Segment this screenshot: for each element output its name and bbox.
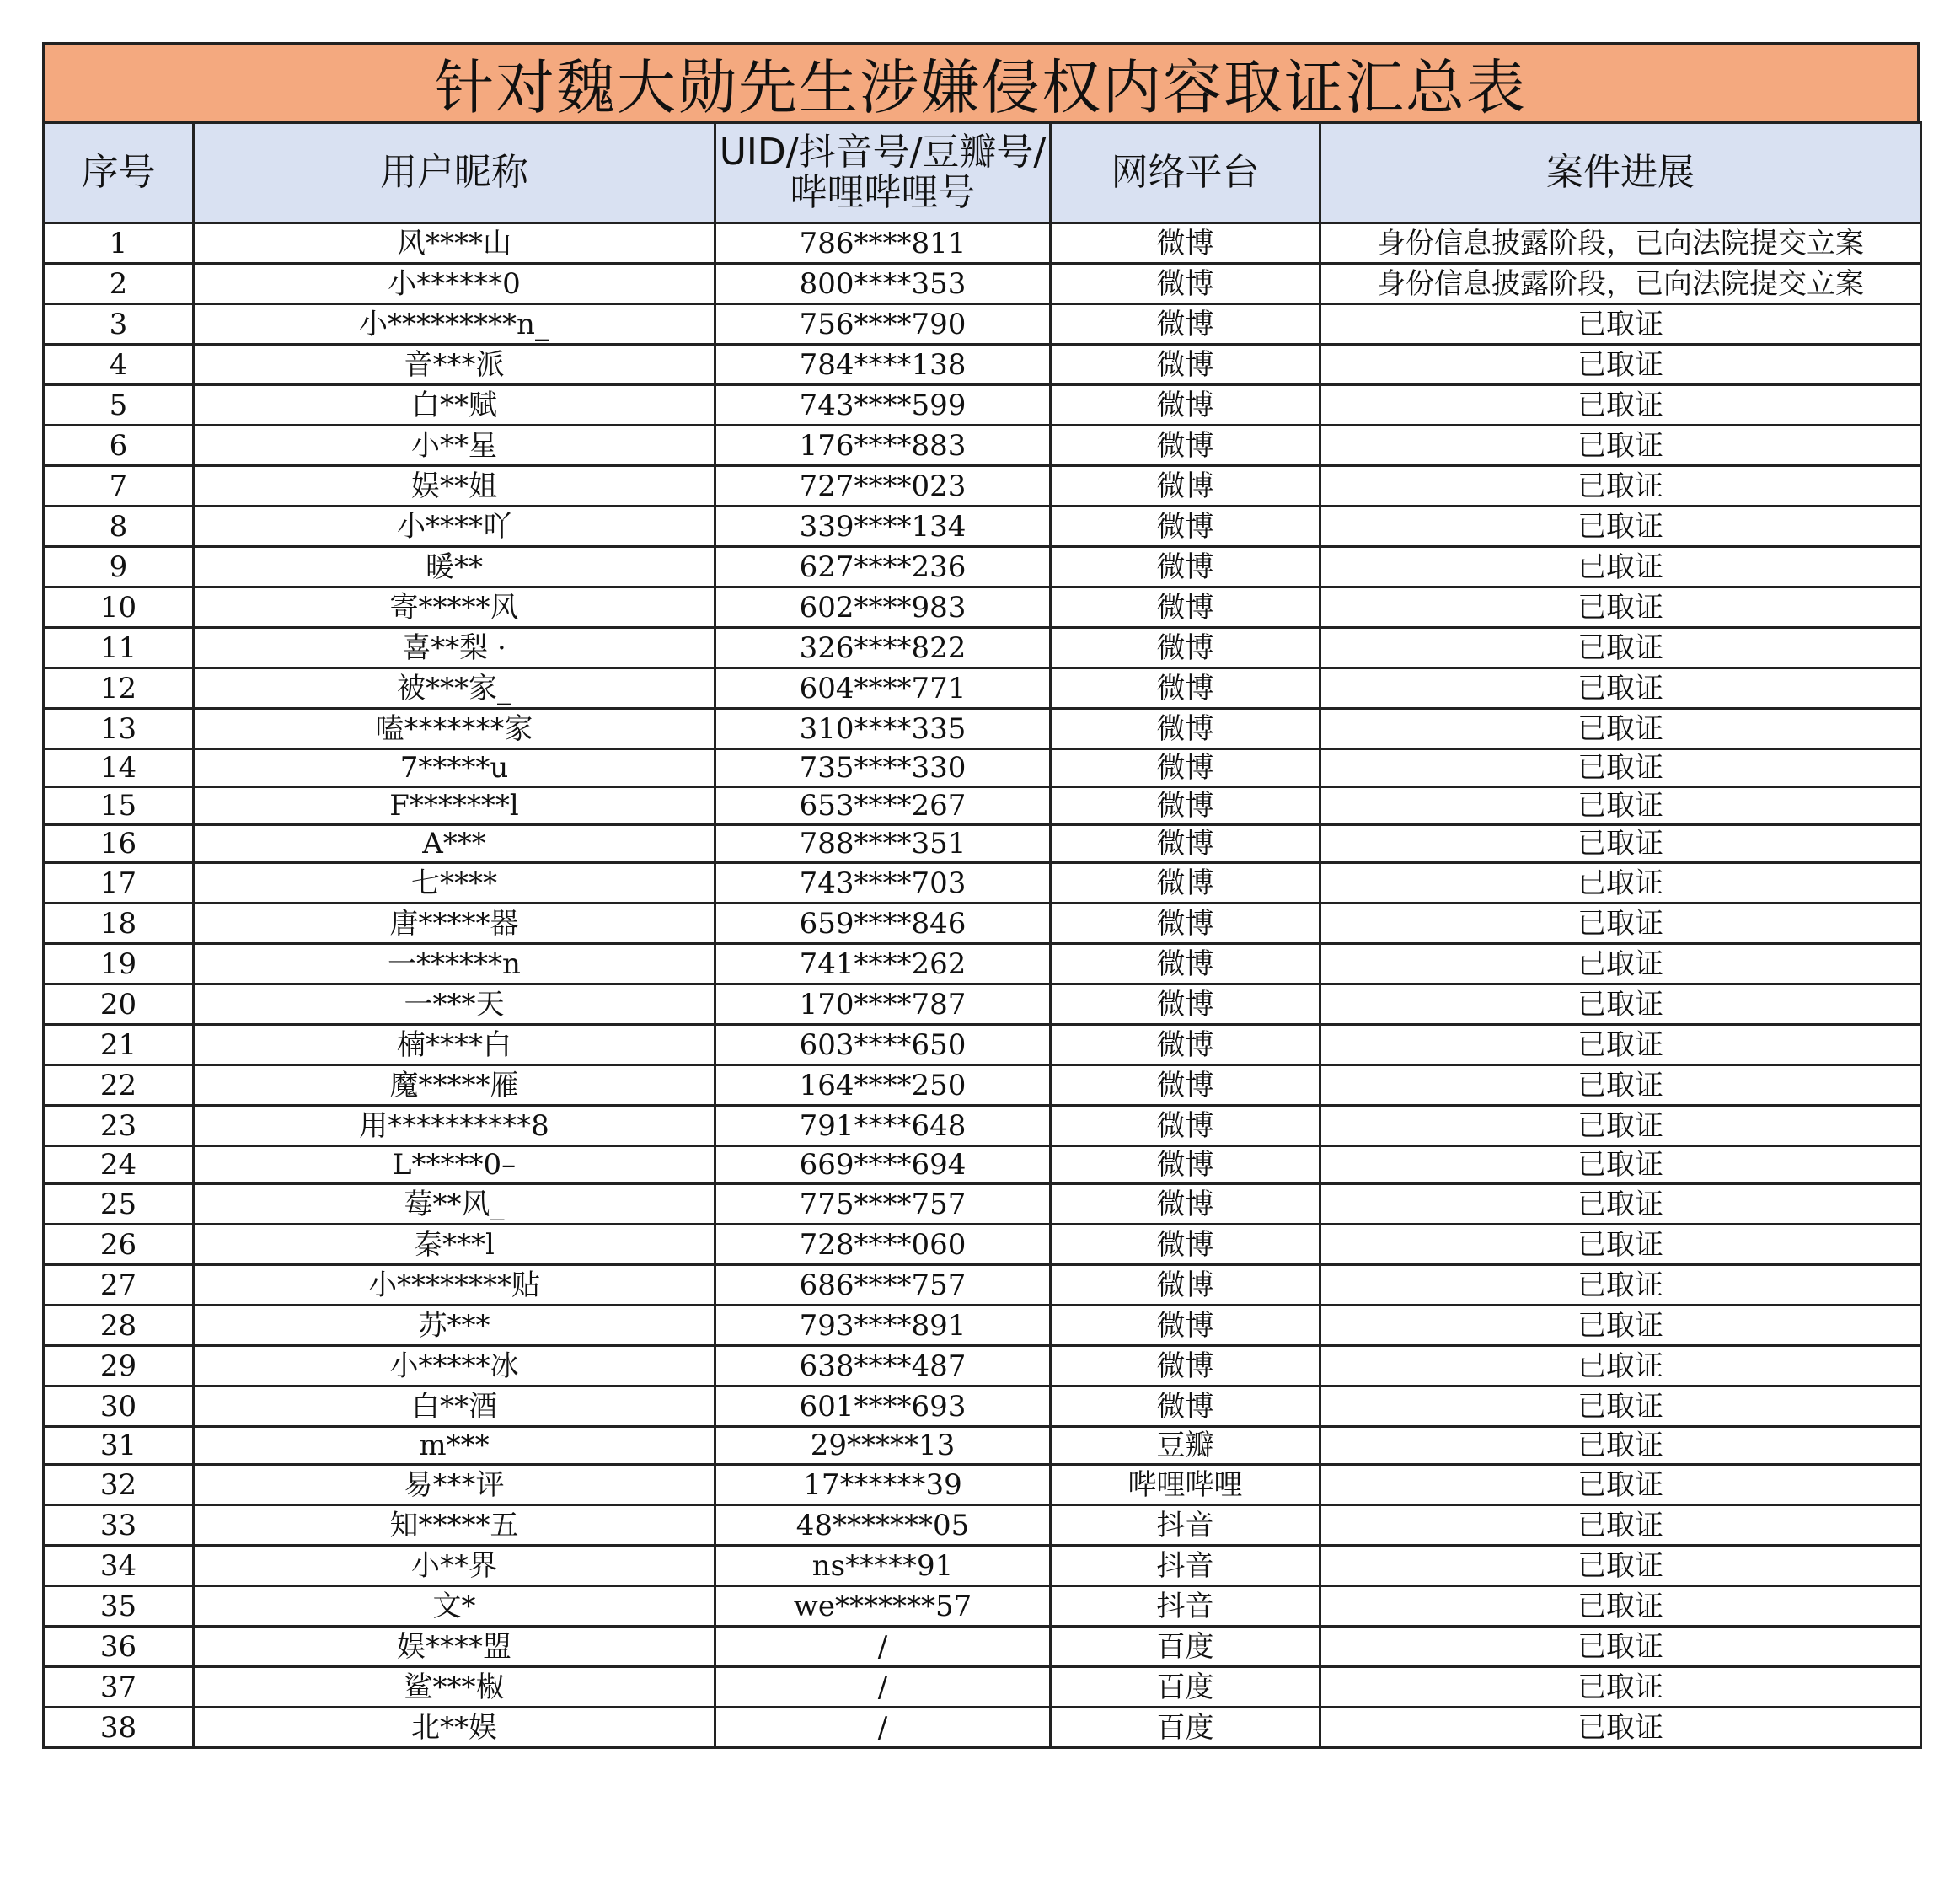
table-row — [44, 1386, 1921, 1427]
table-row — [44, 668, 1921, 709]
cell-uid: / — [715, 1627, 1051, 1667]
table-row — [44, 1427, 1921, 1465]
cell-no: 2 — [44, 264, 194, 304]
table-row — [44, 1505, 1921, 1546]
table-row — [44, 385, 1921, 426]
cell-uid: 728****060 — [715, 1225, 1051, 1265]
cell-no: 6 — [44, 426, 194, 466]
cell-uid: 791****648 — [715, 1106, 1051, 1146]
cell-no: 28 — [44, 1306, 194, 1346]
cell-platform: 微博 — [1051, 1386, 1320, 1427]
cell-nickname: 嗑*******家 — [194, 709, 715, 749]
cell-no: 29 — [44, 1346, 194, 1386]
cell-no: 17 — [44, 863, 194, 904]
cell-platform: 微博 — [1051, 749, 1320, 787]
cell-progress: 已取证 — [1320, 507, 1921, 547]
cell-progress: 已取证 — [1320, 1306, 1921, 1346]
cell-progress: 已取证 — [1320, 1505, 1921, 1546]
cell-no: 24 — [44, 1146, 194, 1184]
cell-nickname: 音***派 — [194, 345, 715, 385]
cell-no: 33 — [44, 1505, 194, 1546]
cell-progress: 已取证 — [1320, 466, 1921, 507]
cell-platform: 微博 — [1051, 1184, 1320, 1225]
cell-nickname: A*** — [194, 825, 715, 863]
table-row — [44, 787, 1921, 825]
cell-nickname: 易***评 — [194, 1465, 715, 1505]
cell-uid: 310****335 — [715, 709, 1051, 749]
cell-nickname: m*** — [194, 1427, 715, 1465]
cell-platform: 微博 — [1051, 1106, 1320, 1146]
table-row — [44, 1708, 1921, 1748]
cell-platform: 微博 — [1051, 345, 1320, 385]
cell-no: 12 — [44, 668, 194, 709]
cell-uid: 603****650 — [715, 1025, 1051, 1065]
cell-progress: 已取证 — [1320, 1025, 1921, 1065]
cell-platform: 微博 — [1051, 466, 1320, 507]
cell-nickname: 小*********n_ — [194, 304, 715, 345]
cell-platform: 微博 — [1051, 223, 1320, 264]
cell-no: 16 — [44, 825, 194, 863]
cell-uid: 176****883 — [715, 426, 1051, 466]
evidence-summary-sheet — [42, 42, 1920, 1749]
cell-progress: 已取证 — [1320, 345, 1921, 385]
cell-uid: 727****023 — [715, 466, 1051, 507]
table-row — [44, 587, 1921, 628]
cell-uid: 627****236 — [715, 547, 1051, 587]
cell-progress: 已取证 — [1320, 749, 1921, 787]
cell-nickname: 知*****五 — [194, 1505, 715, 1546]
cell-no: 3 — [44, 304, 194, 345]
cell-progress: 已取证 — [1320, 1667, 1921, 1708]
cell-platform: 微博 — [1051, 628, 1320, 668]
cell-platform: 微博 — [1051, 426, 1320, 466]
cell-progress: 已取证 — [1320, 904, 1921, 944]
cell-progress: 已取证 — [1320, 1106, 1921, 1146]
cell-progress: 已取证 — [1320, 587, 1921, 628]
cell-progress: 已取证 — [1320, 668, 1921, 709]
cell-platform: 微博 — [1051, 1346, 1320, 1386]
cell-nickname: 文* — [194, 1586, 715, 1627]
cell-no: 31 — [44, 1427, 194, 1465]
cell-no: 13 — [44, 709, 194, 749]
cell-platform: 豆瓣 — [1051, 1427, 1320, 1465]
cell-nickname: 用**********8 — [194, 1106, 715, 1146]
cell-nickname: 喜**梨 · — [194, 628, 715, 668]
cell-platform: 微博 — [1051, 304, 1320, 345]
cell-progress: 已取证 — [1320, 1346, 1921, 1386]
table-row — [44, 984, 1921, 1025]
cell-platform: 抖音 — [1051, 1546, 1320, 1586]
header-no: 序号 — [44, 123, 194, 223]
cell-uid: 48*******05 — [715, 1505, 1051, 1546]
cell-uid: 170****787 — [715, 984, 1051, 1025]
cell-platform: 微博 — [1051, 1146, 1320, 1184]
cell-nickname: 一******n — [194, 944, 715, 984]
cell-progress: 已取证 — [1320, 984, 1921, 1025]
header-nickname: 用户昵称 — [194, 123, 715, 223]
cell-progress: 已取证 — [1320, 1465, 1921, 1505]
header-platform: 网络平台 — [1051, 123, 1320, 223]
cell-platform: 微博 — [1051, 587, 1320, 628]
table-row — [44, 1627, 1921, 1667]
cell-nickname: L*****0– — [194, 1146, 715, 1184]
cell-progress: 已取证 — [1320, 385, 1921, 426]
cell-no: 26 — [44, 1225, 194, 1265]
table-body — [44, 223, 1921, 1748]
cell-no: 9 — [44, 547, 194, 587]
cell-nickname: 小********贴 — [194, 1265, 715, 1306]
table-row — [44, 466, 1921, 507]
cell-no: 11 — [44, 628, 194, 668]
cell-platform: 微博 — [1051, 1306, 1320, 1346]
cell-progress: 已取证 — [1320, 547, 1921, 587]
cell-platform: 百度 — [1051, 1667, 1320, 1708]
cell-uid: 602****983 — [715, 587, 1051, 628]
table-row — [44, 264, 1921, 304]
cell-progress: 身份信息披露阶段，已向法院提交立案 — [1320, 223, 1921, 264]
cell-platform: 百度 — [1051, 1627, 1320, 1667]
cell-platform: 微博 — [1051, 944, 1320, 984]
table-row — [44, 944, 1921, 984]
cell-no: 5 — [44, 385, 194, 426]
table-row — [44, 749, 1921, 787]
cell-uid: we*******57 — [715, 1586, 1051, 1627]
cell-uid: 788****351 — [715, 825, 1051, 863]
cell-nickname: 小****吖 — [194, 507, 715, 547]
cell-no: 27 — [44, 1265, 194, 1306]
table-row — [44, 1667, 1921, 1708]
cell-platform: 百度 — [1051, 1708, 1320, 1748]
cell-no: 7 — [44, 466, 194, 507]
table-row — [44, 863, 1921, 904]
cell-uid: 164****250 — [715, 1065, 1051, 1106]
cell-platform: 抖音 — [1051, 1586, 1320, 1627]
cell-uid: / — [715, 1667, 1051, 1708]
cell-no: 8 — [44, 507, 194, 547]
cell-platform: 微博 — [1051, 787, 1320, 825]
cell-no: 21 — [44, 1025, 194, 1065]
cell-nickname: 唐*****器 — [194, 904, 715, 944]
cell-platform: 微博 — [1051, 668, 1320, 709]
cell-progress: 已取证 — [1320, 1586, 1921, 1627]
table-row — [44, 507, 1921, 547]
cell-progress: 已取证 — [1320, 1708, 1921, 1748]
cell-uid: 800****353 — [715, 264, 1051, 304]
table-row — [44, 709, 1921, 749]
table-row — [44, 304, 1921, 345]
cell-nickname: 秦***l — [194, 1225, 715, 1265]
cell-platform: 微博 — [1051, 507, 1320, 547]
table-row — [44, 1346, 1921, 1386]
table-row — [44, 1025, 1921, 1065]
cell-nickname: 被***家_ — [194, 668, 715, 709]
table-row — [44, 628, 1921, 668]
table-row — [44, 1465, 1921, 1505]
cell-nickname: F*******l — [194, 787, 715, 825]
cell-nickname: 风****山 — [194, 223, 715, 264]
table-row — [44, 1586, 1921, 1627]
cell-uid: 756****790 — [715, 304, 1051, 345]
cell-uid: 775****757 — [715, 1184, 1051, 1225]
cell-nickname: 白**赋 — [194, 385, 715, 426]
cell-no: 25 — [44, 1184, 194, 1225]
cell-uid: 326****822 — [715, 628, 1051, 668]
cell-uid: 793****891 — [715, 1306, 1051, 1346]
cell-nickname: 白**酒 — [194, 1386, 715, 1427]
cell-progress: 已取证 — [1320, 944, 1921, 984]
table-row — [44, 1265, 1921, 1306]
cell-nickname: 七**** — [194, 863, 715, 904]
cell-platform: 微博 — [1051, 1065, 1320, 1106]
cell-no: 19 — [44, 944, 194, 984]
table-row — [44, 1106, 1921, 1146]
table-header-row — [44, 123, 1921, 223]
cell-uid: 743****703 — [715, 863, 1051, 904]
cell-uid: 659****846 — [715, 904, 1051, 944]
cell-platform: 微博 — [1051, 1025, 1320, 1065]
header-uid: UID/抖音号/豆瓣号/哔哩哔哩号 — [715, 123, 1051, 223]
cell-nickname: 鲨***椒 — [194, 1667, 715, 1708]
cell-platform: 微博 — [1051, 1265, 1320, 1306]
cell-no: 1 — [44, 223, 194, 264]
cell-no: 15 — [44, 787, 194, 825]
cell-nickname: 苏*** — [194, 1306, 715, 1346]
cell-uid: 741****262 — [715, 944, 1051, 984]
cell-nickname: 魔*****雁 — [194, 1065, 715, 1106]
cell-no: 23 — [44, 1106, 194, 1146]
cell-nickname: 一***天 — [194, 984, 715, 1025]
header-progress: 案件进展 — [1320, 123, 1921, 223]
cell-nickname: 寄*****风 — [194, 587, 715, 628]
cell-platform: 微博 — [1051, 385, 1320, 426]
cell-nickname: 娱****盟 — [194, 1627, 715, 1667]
cell-nickname: 小******0 — [194, 264, 715, 304]
cell-progress: 已取证 — [1320, 825, 1921, 863]
cell-platform: 哔哩哔哩 — [1051, 1465, 1320, 1505]
table-row — [44, 1146, 1921, 1184]
sheet-title: 针对魏大勋先生涉嫌侵权内容取证汇总表 — [42, 42, 1920, 121]
table-row — [44, 825, 1921, 863]
cell-platform: 抖音 — [1051, 1505, 1320, 1546]
table-row — [44, 1065, 1921, 1106]
cell-uid: 786****811 — [715, 223, 1051, 264]
cell-progress: 已取证 — [1320, 1225, 1921, 1265]
cell-platform: 微博 — [1051, 863, 1320, 904]
table-row — [44, 1306, 1921, 1346]
cell-no: 35 — [44, 1586, 194, 1627]
cell-nickname: 7*****u — [194, 749, 715, 787]
cell-progress: 已取证 — [1320, 787, 1921, 825]
cell-uid: 17******39 — [715, 1465, 1051, 1505]
cell-nickname: 小**界 — [194, 1546, 715, 1586]
cell-progress: 已取证 — [1320, 709, 1921, 749]
cell-uid: 29*****13 — [715, 1427, 1051, 1465]
cell-nickname: 暖** — [194, 547, 715, 587]
cell-uid: 669****694 — [715, 1146, 1051, 1184]
cell-uid: 339****134 — [715, 507, 1051, 547]
cell-platform: 微博 — [1051, 825, 1320, 863]
cell-uid: ns*****91 — [715, 1546, 1051, 1586]
table-row — [44, 547, 1921, 587]
cell-nickname: 北**娱 — [194, 1708, 715, 1748]
cell-nickname: 娱**姐 — [194, 466, 715, 507]
cell-platform: 微博 — [1051, 547, 1320, 587]
cell-no: 4 — [44, 345, 194, 385]
cell-progress: 已取证 — [1320, 628, 1921, 668]
cell-no: 34 — [44, 1546, 194, 1586]
cell-platform: 微博 — [1051, 709, 1320, 749]
cell-uid: 784****138 — [715, 345, 1051, 385]
cell-no: 22 — [44, 1065, 194, 1106]
cell-no: 30 — [44, 1386, 194, 1427]
cell-nickname: 楠****白 — [194, 1025, 715, 1065]
cell-no: 37 — [44, 1667, 194, 1708]
table-row — [44, 223, 1921, 264]
cell-platform: 微博 — [1051, 984, 1320, 1025]
cell-no: 18 — [44, 904, 194, 944]
cell-progress: 已取证 — [1320, 1146, 1921, 1184]
cell-uid: / — [715, 1708, 1051, 1748]
cell-progress: 已取证 — [1320, 426, 1921, 466]
cell-uid: 638****487 — [715, 1346, 1051, 1386]
cell-progress: 已取证 — [1320, 1265, 1921, 1306]
table-row — [44, 426, 1921, 466]
evidence-table — [42, 121, 1922, 1749]
cell-progress: 已取证 — [1320, 1627, 1921, 1667]
cell-platform: 微博 — [1051, 904, 1320, 944]
cell-uid: 653****267 — [715, 787, 1051, 825]
table-row — [44, 904, 1921, 944]
cell-uid: 735****330 — [715, 749, 1051, 787]
table-row — [44, 1225, 1921, 1265]
cell-progress: 身份信息披露阶段，已向法院提交立案 — [1320, 264, 1921, 304]
cell-uid: 743****599 — [715, 385, 1051, 426]
cell-uid: 604****771 — [715, 668, 1051, 709]
cell-progress: 已取证 — [1320, 1427, 1921, 1465]
cell-no: 32 — [44, 1465, 194, 1505]
cell-no: 14 — [44, 749, 194, 787]
cell-no: 36 — [44, 1627, 194, 1667]
cell-nickname: 小**星 — [194, 426, 715, 466]
cell-uid: 601****693 — [715, 1386, 1051, 1427]
cell-progress: 已取证 — [1320, 1386, 1921, 1427]
table-row — [44, 345, 1921, 385]
cell-progress: 已取证 — [1320, 1065, 1921, 1106]
cell-no: 20 — [44, 984, 194, 1025]
table-row — [44, 1546, 1921, 1586]
cell-no: 10 — [44, 587, 194, 628]
cell-progress: 已取证 — [1320, 304, 1921, 345]
cell-platform: 微博 — [1051, 264, 1320, 304]
cell-progress: 已取证 — [1320, 1184, 1921, 1225]
cell-platform: 微博 — [1051, 1225, 1320, 1265]
cell-no: 38 — [44, 1708, 194, 1748]
cell-nickname: 小*****冰 — [194, 1346, 715, 1386]
cell-uid: 686****757 — [715, 1265, 1051, 1306]
cell-progress: 已取证 — [1320, 863, 1921, 904]
cell-progress: 已取证 — [1320, 1546, 1921, 1586]
cell-nickname: 莓**风_ — [194, 1184, 715, 1225]
table-row — [44, 1184, 1921, 1225]
